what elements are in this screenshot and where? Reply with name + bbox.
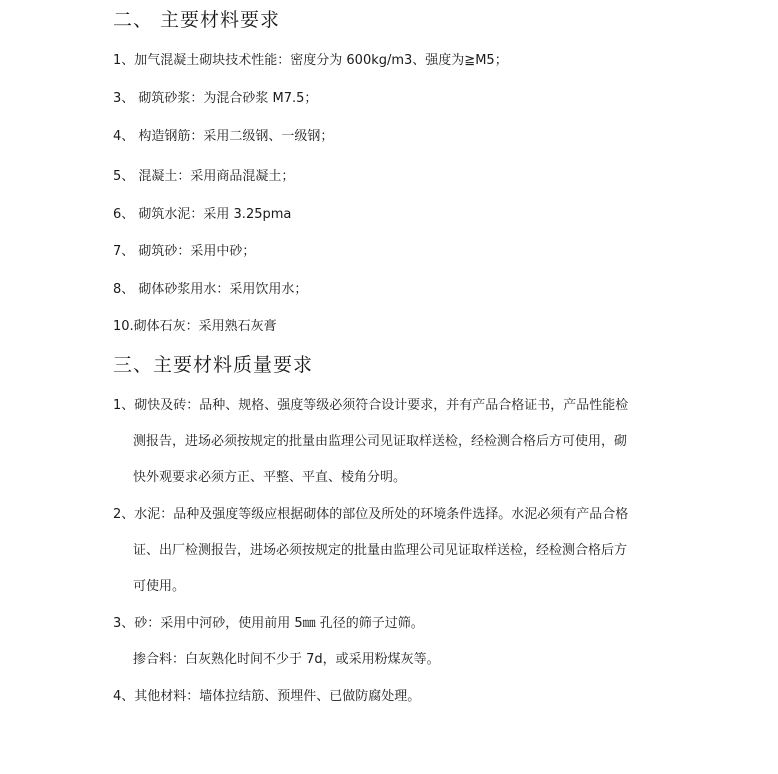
section-3-p4: 4、其他材料：墙体拉结筋、预埋件、已做防腐处理。 (113, 689, 421, 704)
section-2-item-5: 5、 混凝土：采用商品混凝土； (113, 169, 295, 184)
section-3-p2-line-3: 可使用。 (133, 579, 186, 594)
section-3-p1-line-3: 快外观要求必须方正、平整、平直、棱角分明。 (133, 470, 407, 485)
section-3-p1-line-2: 测报告，进场必须按规定的批量由监理公司见证取样送检，经检测合格后方可使用，砌 (133, 434, 628, 449)
section-2-item-6: 6、 砌筑水泥：采用 3.25pma (113, 207, 292, 222)
section-3-p2-line-2: 证、出厂检测报告，进场必须按规定的批量由监理公司见证取样送检，经检测合格后方 (133, 543, 628, 558)
section-2-item-7: 7、 砌筑砂：采用中砂； (113, 244, 256, 259)
section-2-item-4: 4、 构造钢筋：采用二级钢、一级钢； (113, 129, 334, 144)
section-3-heading: 三、主要材料质量要求 (113, 354, 314, 376)
section-3-p3-line-2: 掺合料：白灰熟化时间不少于 7d，或采用粉煤灰等。 (133, 652, 440, 667)
section-3-p1-line-1: 1、砌快及砖：品种、规格、强度等级必须符合设计要求，并有产品合格证书，产品性能检 (113, 398, 629, 413)
section-2-item-8: 8、 砌体砂浆用水：采用饮用水； (113, 282, 308, 297)
section-3-p2-line-1: 2、水泥：品种及强度等级应根据砌体的部位及所处的环境条件选择。水泥必须有产品合格 (113, 507, 629, 522)
section-2-item-1: 1、加气混凝土砌块技术性能：密度分为 600kg/m3、强度为≧M5； (113, 53, 508, 68)
section-2-item-10: 10.砌体石灰：采用熟石灰膏 (113, 319, 277, 334)
section-2-heading: 二、 主要材料要求 (113, 9, 281, 31)
section-2-item-3: 3、 砌筑砂浆：为混合砂浆 M7.5； (113, 91, 318, 106)
section-3-p3-line-1: 3、砂：采用中河砂，使用前用 5㎜ 孔径的筛子过筛。 (113, 616, 424, 631)
